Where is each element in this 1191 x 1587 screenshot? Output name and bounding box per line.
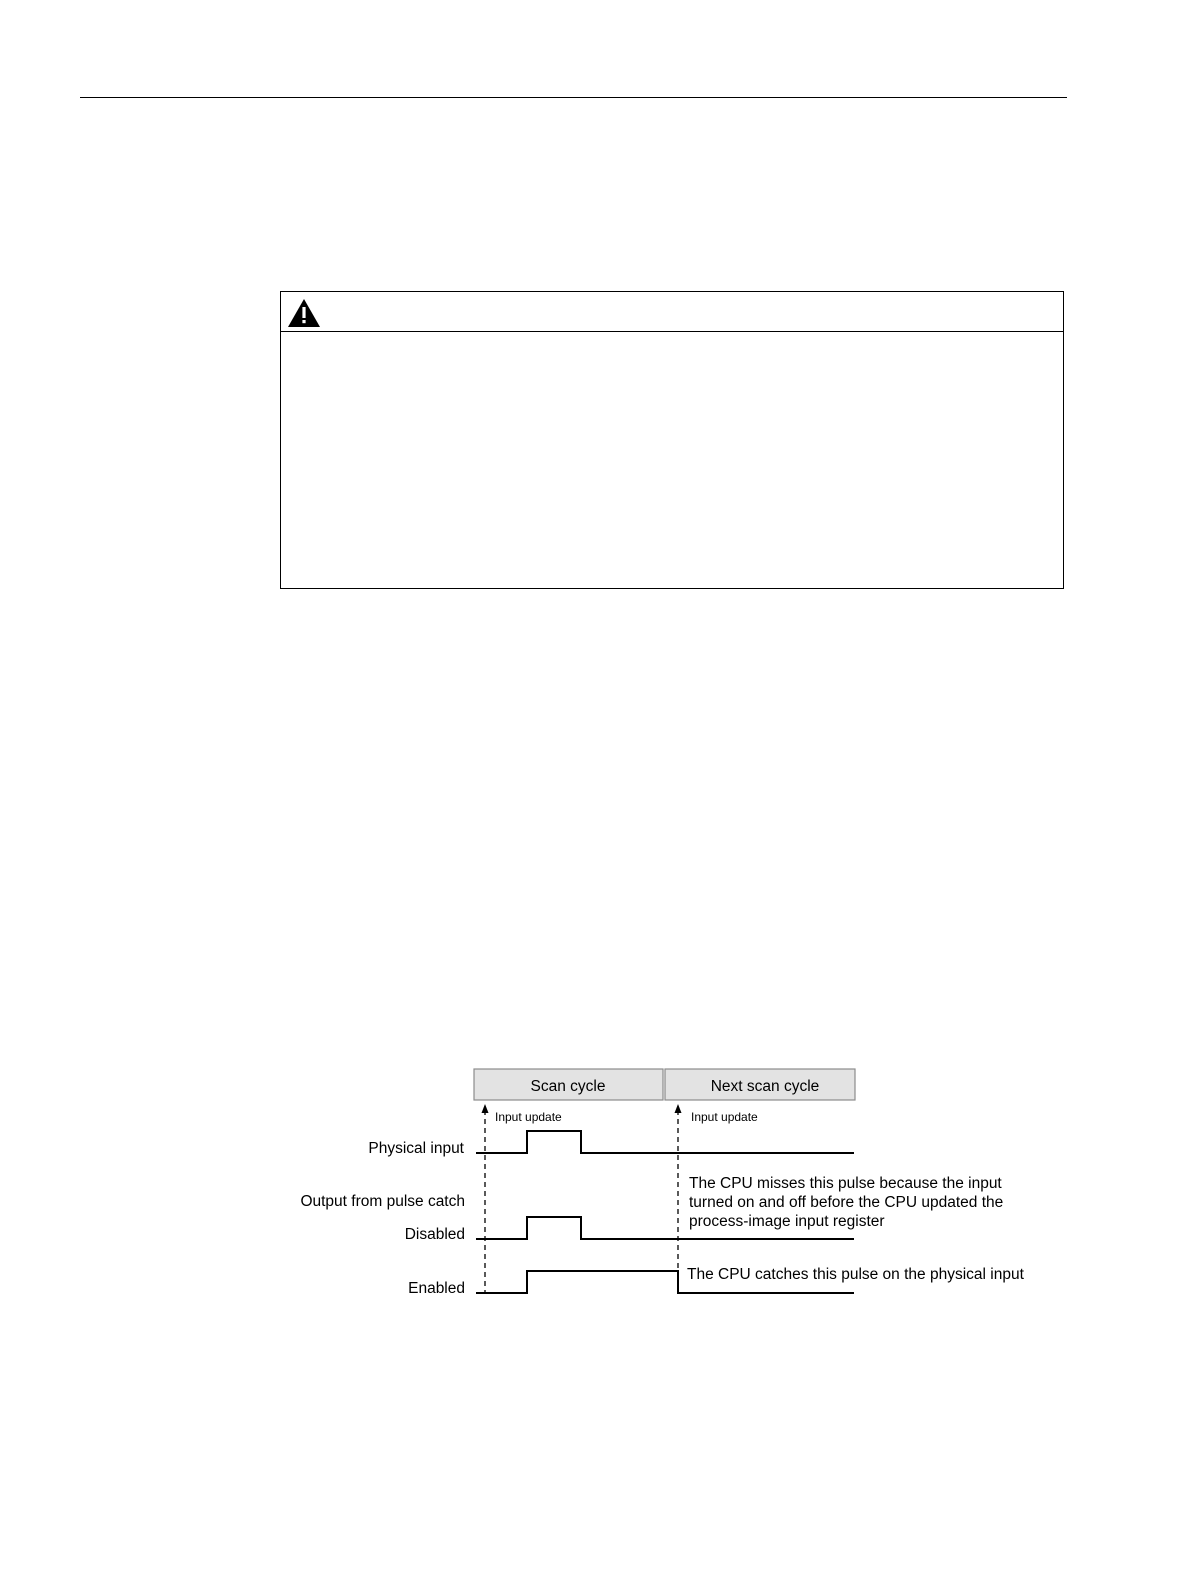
input-update-label-1: Input update [495,1110,562,1124]
warning-body [281,332,1063,588]
warning-icon [286,297,322,329]
scan-cycle-label: Scan cycle [530,1078,606,1095]
input-update-label-2: Input update [691,1110,758,1124]
missed-pulse-note-line-2: turned on and off before the CPU updated the [689,1194,1004,1211]
missed-pulse-note-line-3: process-image input register [689,1213,885,1230]
missed-pulse-note-line-1: The CPU misses this pulse because the input [689,1175,1002,1192]
physical-input-waveform [476,1131,854,1153]
enabled-label: Enabled [408,1280,465,1297]
caught-pulse-note: The CPU catches this pulse on the physical input [687,1266,1024,1283]
input-update-arrow-2 [675,1104,682,1113]
next-scan-cycle-label: Next scan cycle [710,1078,820,1095]
physical-input-label: Physical input [368,1140,464,1157]
disabled-label: Disabled [404,1226,465,1243]
output-from-pulse-catch-label: Output from pulse catch [300,1193,465,1210]
input-update-arrow-1 [482,1104,489,1113]
warning-box [280,291,1064,589]
header-rule [80,97,1067,98]
warning-header [281,292,1063,332]
pulse-catch-timing-diagram [280,1060,1060,1310]
